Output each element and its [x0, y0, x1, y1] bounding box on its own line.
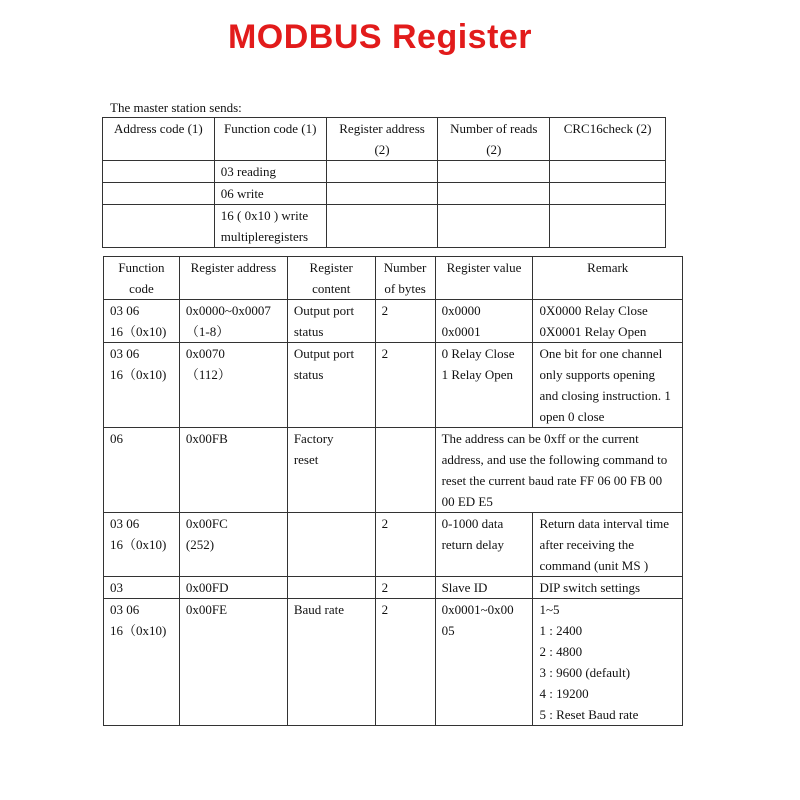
remark-cell — [533, 599, 683, 726]
header-cell: Register address — [179, 257, 287, 300]
cell-line: return delay — [441, 537, 505, 552]
table-row — [104, 300, 683, 343]
cell-line: 0x00FD — [185, 580, 229, 595]
table-cell — [550, 205, 666, 248]
cell-line: 2 — [381, 303, 389, 318]
cell-line: 1~5 — [539, 602, 560, 617]
register-content-cell — [287, 513, 375, 577]
header-cell: Address code (1) — [103, 118, 215, 161]
number-of-bytes-cell — [375, 300, 435, 343]
remark-cell — [533, 513, 683, 577]
cell-line: 0-1000 data — [441, 516, 504, 531]
register-content-cell — [287, 599, 375, 726]
cell-line: reset — [293, 452, 319, 467]
cell-line: The address can be 0xff or the current address, and use the following command to reset the current baud rate FF 06 00 FB 00 00 ED E5 — [441, 431, 668, 509]
cell-line: Slave ID — [441, 580, 488, 595]
number-of-bytes-cell — [375, 428, 435, 513]
register-value-cell — [435, 343, 533, 428]
register-content-cell — [287, 577, 375, 599]
cell-line: 03 — [110, 580, 123, 595]
value-remark-cell — [435, 428, 682, 513]
cell-line: 03 06 — [110, 516, 140, 531]
register-value-cell — [435, 300, 533, 343]
remark-cell — [533, 300, 683, 343]
cell-line: （1-8） — [185, 324, 230, 339]
cell-line: 0x0000~0x0007 — [185, 303, 271, 318]
header-cell: Register content — [287, 257, 375, 300]
table-cell: 16 ( 0x10 ) write multipleregisters — [214, 205, 326, 248]
table-row — [104, 577, 683, 599]
register-address-cell — [179, 428, 287, 513]
cell-line: 16（0x10) — [110, 623, 167, 638]
header-cell: Register value — [435, 257, 533, 300]
cell-line: 03 06 — [110, 602, 140, 617]
cell-line: status — [293, 324, 324, 339]
function-code-cell — [104, 300, 180, 343]
register-table — [103, 256, 683, 726]
cell-line: Return data interval time after receiving the command (unit MS ) — [539, 516, 670, 573]
table-cell — [438, 183, 550, 205]
header-cell: Number of reads (2) — [438, 118, 550, 161]
cell-line: 0X0001 Relay Open — [539, 324, 647, 339]
cell-line: (252) — [185, 537, 215, 552]
register-table-body — [104, 300, 683, 726]
cell-line: 2 — [381, 516, 389, 531]
cell-line: （112） — [185, 367, 231, 382]
table-cell — [326, 205, 438, 248]
cell-line: 2 : 4800 — [539, 644, 583, 659]
cell-line: 16（0x10) — [110, 367, 167, 382]
table-row — [104, 428, 683, 513]
master-station-table — [102, 117, 666, 248]
cell-line: 1 Relay Open — [441, 367, 514, 382]
cell-line: 16（0x10) — [110, 324, 167, 339]
table-row — [104, 343, 683, 428]
table-cell — [438, 205, 550, 248]
header-cell: Number of bytes — [375, 257, 435, 300]
table-row — [104, 513, 683, 577]
master-header-row — [103, 118, 666, 161]
cell-line: 0x00FE — [185, 602, 228, 617]
header-cell: Register address (2) — [326, 118, 438, 161]
cell-line: 0x0070 — [185, 346, 225, 361]
header-cell: Function code — [104, 257, 180, 300]
remark-cell — [533, 577, 683, 599]
cell-line: 05 — [441, 623, 455, 638]
cell-line: 0X0000 Relay Close — [539, 303, 648, 318]
remark-cell — [533, 343, 683, 428]
cell-line: status — [293, 367, 324, 382]
table-row — [103, 161, 666, 183]
function-code-cell — [104, 577, 180, 599]
cell-line: 2 — [381, 346, 389, 361]
number-of-bytes-cell — [375, 577, 435, 599]
master-caption: The master station sends: — [110, 100, 242, 115]
cell-line: 0x00FC — [185, 516, 228, 531]
register-value-cell — [435, 599, 533, 726]
cell-line: Baud rate — [293, 602, 344, 617]
function-code-cell — [104, 343, 180, 428]
cell-line: 03 06 — [110, 303, 140, 318]
cell-line: 2 — [381, 602, 389, 617]
cell-line: Output port — [293, 346, 355, 361]
header-cell: CRC16check (2) — [550, 118, 666, 161]
function-code-cell — [104, 599, 180, 726]
cell-line: One bit for one channel only supports opening and closing instruction. 1 open 0 close — [539, 346, 671, 424]
register-content-cell — [287, 428, 375, 513]
cell-line: 0x0001~0x00 — [441, 602, 514, 617]
cell-line: 4 : 19200 — [539, 686, 589, 701]
cell-line: Output port — [293, 303, 355, 318]
table-cell — [103, 205, 215, 248]
function-code-cell — [104, 513, 180, 577]
register-value-cell — [435, 577, 533, 599]
register-address-cell — [179, 513, 287, 577]
table-cell: 03 reading — [214, 161, 326, 183]
register-address-cell — [179, 343, 287, 428]
cell-line: 0x0000 — [441, 303, 481, 318]
cell-line: 0 Relay Close — [441, 346, 515, 361]
register-address-cell — [179, 577, 287, 599]
table-cell — [103, 161, 215, 183]
table-row — [104, 599, 683, 726]
cell-line: 1 : 2400 — [539, 623, 583, 638]
cell-line: DIP switch settings — [539, 580, 641, 595]
table-cell — [438, 161, 550, 183]
register-content-cell — [287, 300, 375, 343]
header-cell: Function code (1) — [214, 118, 326, 161]
number-of-bytes-cell — [375, 599, 435, 726]
cell-line: Factory — [293, 431, 334, 446]
table-cell: 06 write — [214, 183, 326, 205]
table-cell — [103, 183, 215, 205]
table-cell — [326, 161, 438, 183]
table-cell — [550, 183, 666, 205]
register-value-cell — [435, 513, 533, 577]
table-cell — [326, 183, 438, 205]
register-address-cell — [179, 599, 287, 726]
cell-line: 3 : 9600 (default) — [539, 665, 631, 680]
table-row — [103, 205, 666, 248]
number-of-bytes-cell — [375, 343, 435, 428]
cell-line: 16（0x10) — [110, 537, 167, 552]
page-title: MODBUS Register — [227, 18, 533, 56]
register-header-row — [104, 257, 683, 300]
cell-line: 2 — [381, 580, 389, 595]
cell-line: 06 — [110, 431, 123, 446]
table-cell — [550, 161, 666, 183]
header-cell: Remark — [533, 257, 683, 300]
function-code-cell — [104, 428, 180, 513]
cell-line: 5 : Reset Baud rate — [539, 707, 639, 722]
register-content-cell — [287, 343, 375, 428]
cell-line: 0x0001 — [441, 324, 481, 339]
table-row — [103, 183, 666, 205]
cell-line: 0x00FB — [185, 431, 228, 446]
cell-line: 03 06 — [110, 346, 140, 361]
number-of-bytes-cell — [375, 513, 435, 577]
register-address-cell — [179, 300, 287, 343]
